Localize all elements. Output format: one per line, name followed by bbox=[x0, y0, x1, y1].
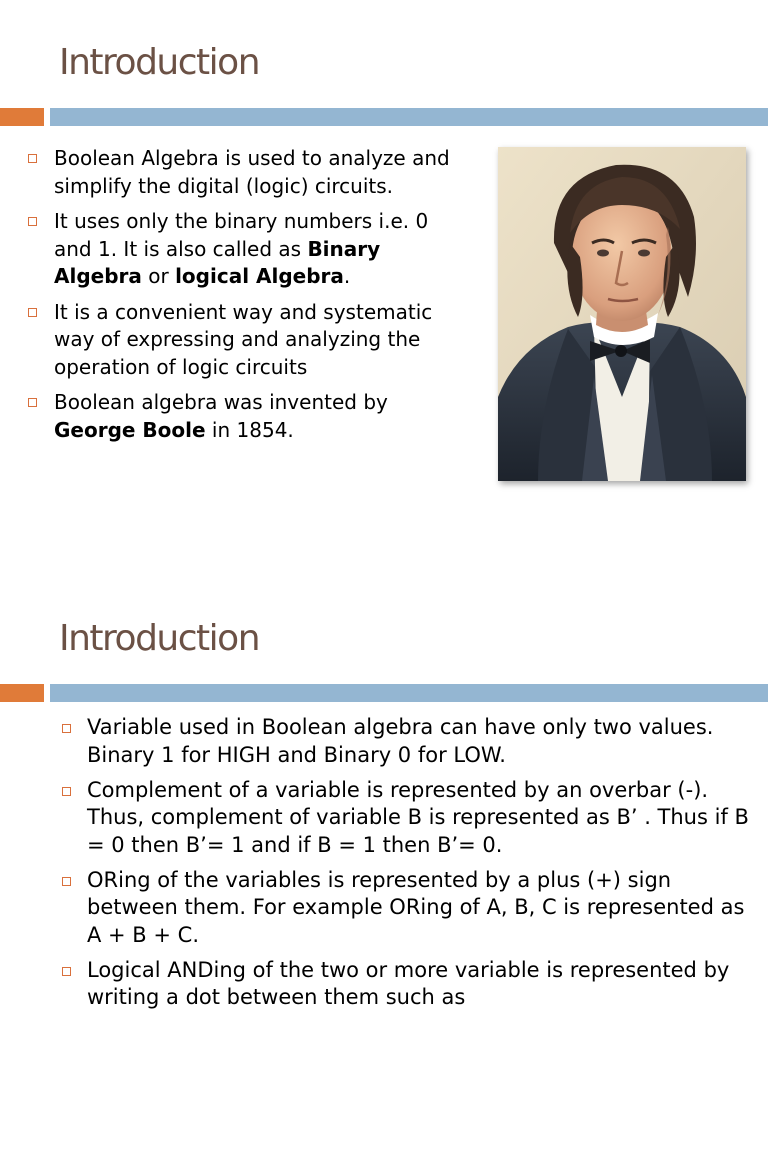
text-run: It uses only the binary numbers i.e. 0 and 1. It is also called as bbox=[54, 209, 429, 261]
text-run: Boolean algebra was invented by bbox=[54, 390, 388, 414]
square-bullet-icon bbox=[28, 308, 37, 317]
bullet-item bbox=[62, 867, 752, 950]
bold-run: logical Algebra bbox=[175, 264, 344, 288]
text-run: . bbox=[343, 264, 351, 288]
bullet-item bbox=[28, 208, 468, 291]
bullet-text bbox=[54, 208, 468, 291]
bullet-text bbox=[87, 867, 752, 950]
text-run: It is a convenient way and systematic way of expressing and analyzing the operation of logic circuits bbox=[54, 299, 433, 379]
square-bullet-icon bbox=[62, 787, 71, 796]
slide-1-bullet-list bbox=[28, 145, 468, 452]
bullet-text bbox=[87, 714, 752, 769]
text-run: Logical ANDing of the two or more variable is represented by writing a dot between them such as bbox=[87, 957, 730, 1009]
bullet-text bbox=[54, 389, 468, 444]
bullet-item bbox=[62, 957, 752, 1012]
bold-run: Binary Algebra bbox=[54, 236, 381, 288]
square-bullet-icon bbox=[62, 877, 71, 886]
bullet-item bbox=[62, 714, 752, 769]
slide-1-title: Introduction bbox=[59, 42, 260, 83]
bullet-text bbox=[87, 957, 752, 1012]
text-run: ORing of the variables is represented by a plus (+) sign between them. For example ORing of A, B, C is represented as A + B + C. bbox=[87, 867, 745, 947]
slide-2 bbox=[0, 576, 768, 1152]
bullet-text bbox=[54, 145, 468, 200]
square-bullet-icon bbox=[62, 967, 71, 976]
bullet-text bbox=[54, 299, 468, 382]
text-run: in 1854. bbox=[205, 417, 294, 442]
square-bullet-icon bbox=[28, 398, 37, 407]
text-run: or bbox=[141, 264, 176, 288]
slide-2-title-bar bbox=[50, 684, 768, 702]
bold-run: George Boole bbox=[54, 417, 206, 442]
slide-2-accent-bar bbox=[0, 684, 44, 702]
square-bullet-icon bbox=[28, 154, 37, 163]
bullet-item bbox=[28, 145, 468, 200]
bullet-item bbox=[28, 299, 468, 382]
bullet-item bbox=[62, 777, 752, 860]
text-run: Variable used in Boolean algebra can have only two values. Binary 1 for HIGH and Binary 0 for LOW. bbox=[87, 715, 714, 767]
george-boole-portrait bbox=[498, 147, 746, 481]
slide-1-accent-bar bbox=[0, 108, 44, 126]
slide-2-bullet-list bbox=[62, 714, 752, 1019]
slide-2-title: Introduction bbox=[59, 618, 260, 659]
text-run: Boolean Algebra is used to analyze and simplify the digital (logic) circuits. bbox=[54, 146, 450, 198]
square-bullet-icon bbox=[62, 724, 71, 733]
slide-1-title-bar bbox=[50, 108, 768, 126]
bullet-item bbox=[28, 389, 468, 444]
text-run: Complement of a variable is represented by an overbar (-). Thus, complement of variable B is represented as B’ . Thus if B = 0 then B’= 1 and if B = 1 then B’= 0. bbox=[87, 777, 749, 857]
bullet-text bbox=[87, 777, 752, 860]
square-bullet-icon bbox=[28, 217, 37, 226]
